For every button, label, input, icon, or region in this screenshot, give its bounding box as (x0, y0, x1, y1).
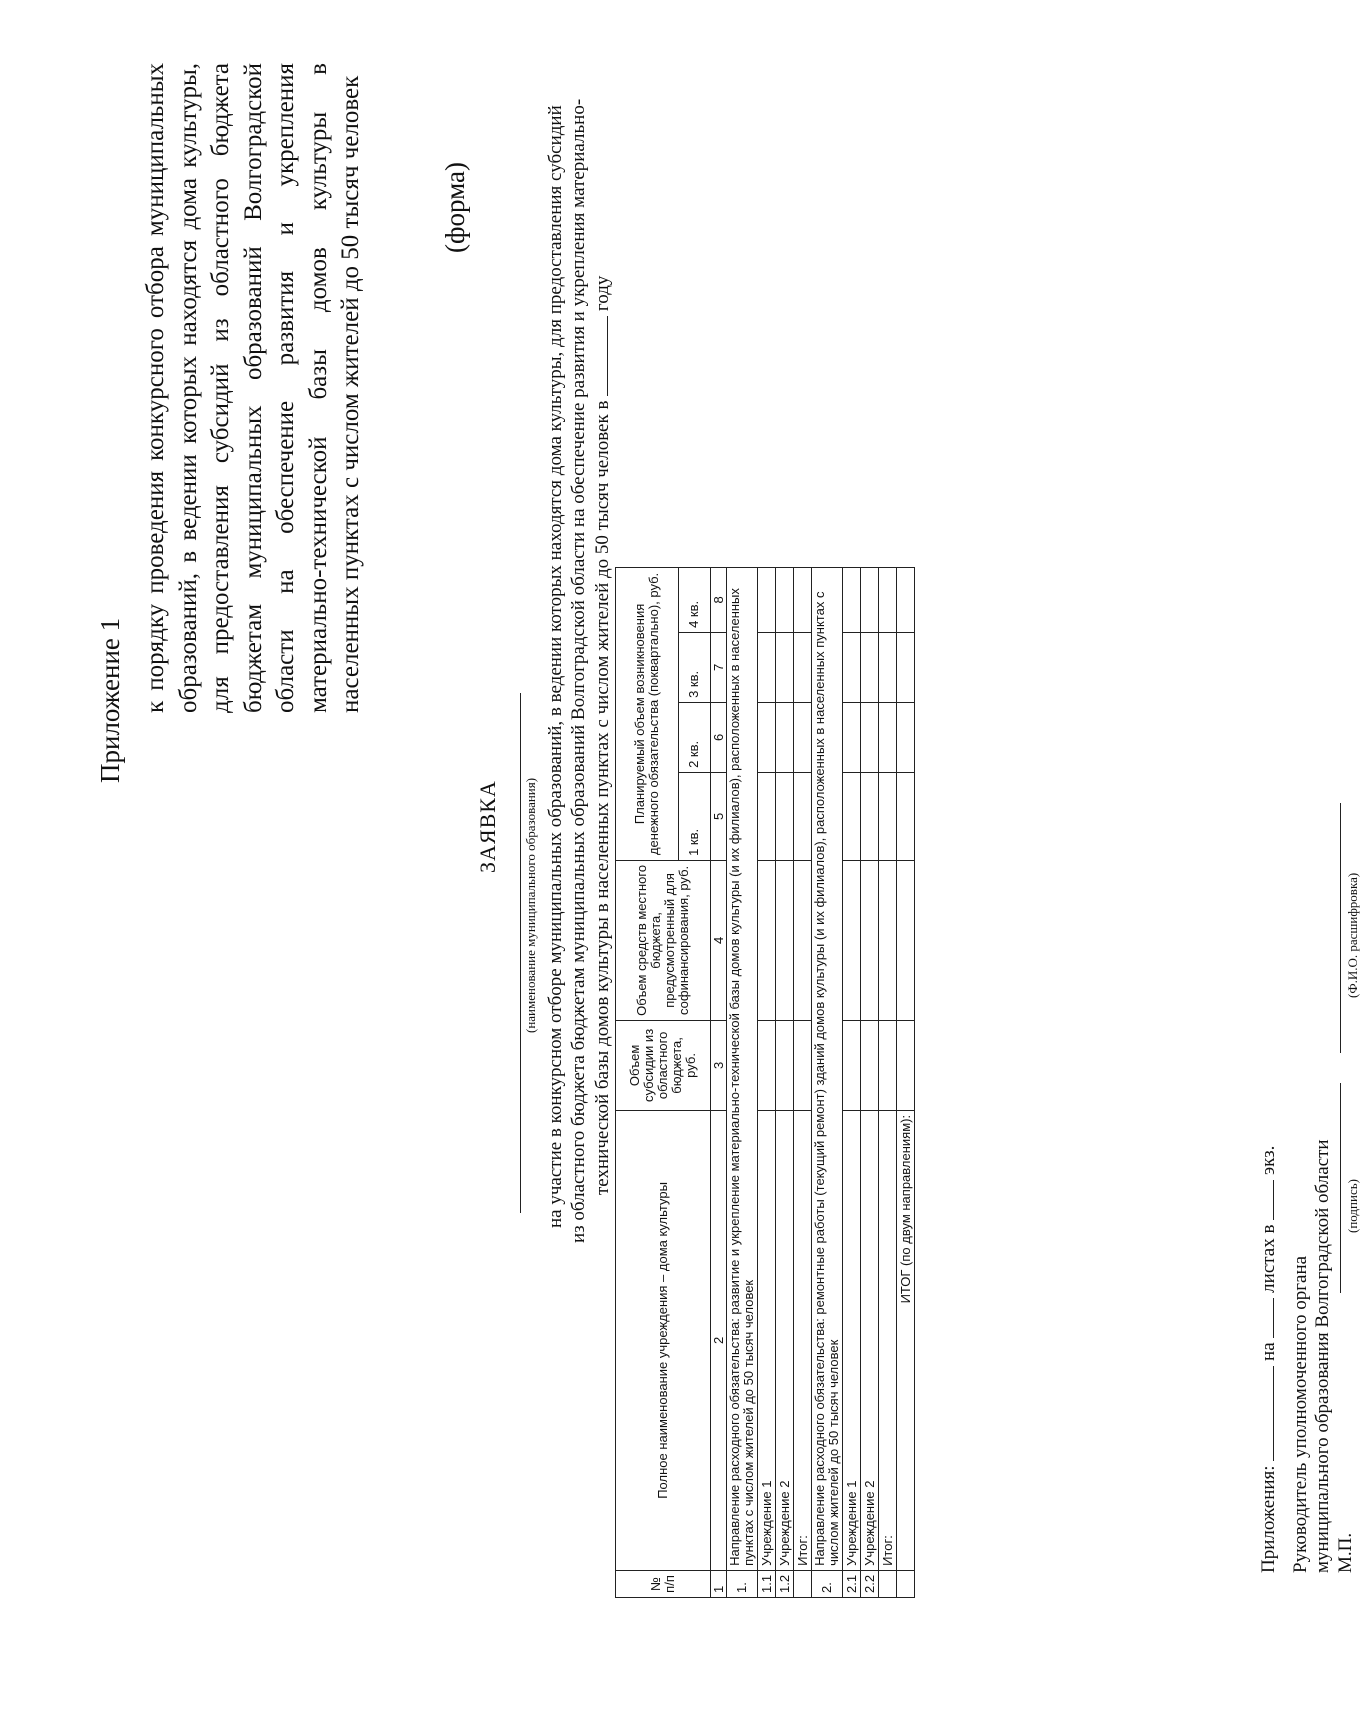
direction-1-num: 1. (727, 1570, 758, 1597)
table-row (758, 567, 776, 1597)
column-number: 8 (711, 567, 727, 632)
direction-2-num: 2. (812, 1570, 843, 1597)
row-q4-cell[interactable] (843, 567, 861, 632)
row-q2-cell[interactable] (843, 702, 861, 772)
direction-2-text: Направление расходного обязательства: ремонтные работы (текущий ремонт) зданий домов культуры (и их филиалов), расположенных в населенных пунктах с числом жителей до 50 тысяч человек (812, 567, 843, 1570)
column-number: 4 (711, 860, 727, 1020)
header-planned: Планируемый объем возникновения денежного обязательства (поквартально), руб. (616, 567, 679, 860)
direction-2-total-row (879, 567, 897, 1597)
municipality-name-caption: (наименование муниципального образования) (523, 777, 538, 1033)
row-local-cell[interactable] (843, 860, 861, 1020)
fio-line[interactable] (1340, 803, 1341, 1053)
row-subsidy-cell[interactable] (861, 1020, 879, 1110)
row-num: 1.2 (776, 1570, 794, 1597)
column-number: 5 (711, 772, 727, 860)
column-number: 6 (711, 702, 727, 772)
total-local-cell[interactable] (879, 860, 897, 1020)
column-numbers-row (711, 567, 727, 1597)
row-q2-cell[interactable] (776, 702, 794, 772)
row-num (897, 1570, 915, 1597)
attachments-label: Приложения: (1258, 1465, 1279, 1573)
request-intro-line-2: из областного бюджета бюджетам муниципальных образований Волгоградской области на обеспечение развития и укрепления материально- (568, 98, 589, 1243)
row-subsidy-cell[interactable] (758, 1020, 776, 1110)
row-local-cell[interactable] (861, 860, 879, 1020)
row-num: 2.1 (843, 1570, 861, 1597)
attachments-line (1258, 1146, 1280, 1573)
row-local-cell[interactable] (758, 860, 776, 1020)
year-blank (591, 316, 608, 396)
direction-1-total-label: Итог: (794, 1110, 812, 1570)
total-q4-cell[interactable] (879, 567, 897, 632)
total-q1-cell[interactable] (879, 772, 897, 860)
sheets-blank[interactable] (1259, 1298, 1274, 1338)
table-row (843, 567, 861, 1597)
grand-total-q4-cell[interactable] (897, 567, 915, 632)
header-q1: 1 кв. (678, 772, 710, 860)
attachments-copies: экз. (1258, 1145, 1279, 1176)
header-q4: 4 кв. (678, 567, 710, 632)
request-intro-line-3 (591, 276, 614, 1195)
table-row (861, 567, 879, 1597)
grand-total-local-cell[interactable] (897, 860, 915, 1020)
column-number: 7 (711, 632, 727, 702)
table-header-row (616, 567, 679, 1597)
form-label: (форма) (440, 162, 470, 253)
attachments-on: на (1258, 1342, 1279, 1361)
row-q2-cell[interactable] (758, 702, 776, 772)
signature-caption: (подпись) (1345, 1179, 1360, 1233)
request-intro-line-3-text: технической базы домов культуры в населенных пунктах с числом жителей до 50 тысяч человек в (592, 400, 613, 1195)
total-local-cell[interactable] (794, 860, 812, 1020)
row-subsidy-cell[interactable] (776, 1020, 794, 1110)
header-name: Полное наименование учреждения – дома культуры (616, 1110, 711, 1570)
total-q3-cell[interactable] (794, 632, 812, 702)
copies-blank[interactable] (1259, 1180, 1274, 1220)
grand-total-row (897, 567, 915, 1597)
row-q3-cell[interactable] (776, 632, 794, 702)
header-local: Объем средств местного бюджета, предусмотренный для софинансирования, руб. (616, 860, 711, 1020)
direction-1-row (727, 567, 758, 1597)
total-subsidy-cell[interactable] (794, 1020, 812, 1110)
total-q1-cell[interactable] (794, 772, 812, 860)
header-q2: 2 кв. (678, 702, 710, 772)
direction-1-total-row (794, 567, 812, 1597)
request-intro-line-1: на участие в конкурсном отборе муниципальных образований, в ведении которых находятся дома культуры, для предоставления субсидий (545, 105, 566, 1228)
table-row (776, 567, 794, 1597)
row-q1-cell[interactable] (776, 772, 794, 860)
total-q2-cell[interactable] (794, 702, 812, 772)
row-q2-cell[interactable] (861, 702, 879, 772)
row-q1-cell[interactable] (843, 772, 861, 860)
row-q3-cell[interactable] (861, 632, 879, 702)
appendix-title: Приложение 1 (95, 617, 125, 783)
row-institution: Учреждение 2 (861, 1110, 879, 1570)
request-title: ЗАЯВКА (475, 780, 500, 873)
column-number: 1 (711, 1570, 727, 1597)
head-title-line-1: Руководитель уполномоченного органа (1290, 1255, 1311, 1573)
appendix-order-text: к порядку проведения конкурсного отбора муниципальных образований, в ведении которых находятся дома культуры, для предоставления субсидий из областного бюджета бюджетам муниципальных образований Волгоградской области на обеспечение развития и укрепления материально-технической базы домов культуры в населенных пунктах с числом жителей до 50 тысяч человек (142, 63, 364, 713)
row-num: 1.1 (758, 1570, 776, 1597)
total-q2-cell[interactable] (879, 702, 897, 772)
row-local-cell[interactable] (776, 860, 794, 1020)
request-table (615, 567, 915, 1598)
grand-total-q3-cell[interactable] (897, 632, 915, 702)
head-title-line-2: муниципального образования Волгоградской области (1312, 1139, 1333, 1573)
signature-line[interactable] (1340, 1083, 1341, 1293)
column-number: 2 (711, 1110, 727, 1570)
grand-total-subsidy-cell[interactable] (897, 1020, 915, 1110)
attachments-sheets: листах в (1258, 1224, 1279, 1293)
row-q4-cell[interactable] (861, 567, 879, 632)
row-institution: Учреждение 2 (776, 1110, 794, 1570)
row-subsidy-cell[interactable] (843, 1020, 861, 1110)
grand-total-label: ИТОГ (по двум направлениям): (897, 1110, 915, 1570)
row-q1-cell[interactable] (758, 772, 776, 860)
total-subsidy-cell[interactable] (879, 1020, 897, 1110)
row-q4-cell[interactable] (758, 567, 776, 632)
row-q4-cell[interactable] (776, 567, 794, 632)
stamp-place-label: М.П. (1335, 1532, 1356, 1573)
direction-1-text: Направление расходного обязательства: развитие и укрепление материально-технической базы домов культуры (и их филиалов), расположенных в населенных пунктах с числом жителей до 50 тысяч человек (727, 567, 758, 1570)
total-q3-cell[interactable] (879, 632, 897, 702)
request-intro-year-word: году (592, 275, 613, 312)
row-q3-cell[interactable] (843, 632, 861, 702)
row-q1-cell[interactable] (861, 772, 879, 860)
municipality-name-line (520, 693, 521, 1213)
fio-caption: (Ф.И.О. расшифровка) (1345, 872, 1360, 998)
header-subsidy: Объем субсидии из областного бюджета, руб. (616, 1020, 711, 1110)
direction-2-row (812, 567, 843, 1597)
header-q3: 3 кв. (678, 632, 710, 702)
grand-total-q2-cell[interactable] (897, 702, 915, 772)
row-num (879, 1570, 897, 1597)
attachments-blank[interactable] (1259, 1366, 1274, 1461)
row-institution: Учреждение 1 (758, 1110, 776, 1570)
row-institution: Учреждение 1 (843, 1110, 861, 1570)
total-q4-cell[interactable] (794, 567, 812, 632)
grand-total-q1-cell[interactable] (897, 772, 915, 860)
row-num: 2.2 (861, 1570, 879, 1597)
row-num (794, 1570, 812, 1597)
column-number: 3 (711, 1020, 727, 1110)
row-q3-cell[interactable] (758, 632, 776, 702)
direction-2-total-label: Итог: (879, 1110, 897, 1570)
header-num: № п/п (616, 1570, 711, 1597)
